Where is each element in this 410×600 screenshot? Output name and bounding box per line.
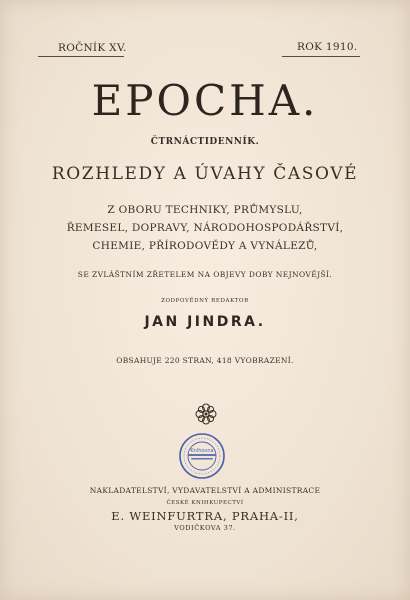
subject-fields-line-3: CHEMIE, PŘÍRODOVĚDY A VYNÁLEZŮ, xyxy=(92,240,318,252)
publisher-address: VODIČKOVA 37. xyxy=(174,524,236,532)
subject-fields-line-1: Z OBORU TECHNIKY, PRŮMYSLU, xyxy=(107,204,303,216)
library-stamp-icon xyxy=(178,432,226,480)
journal-heading: ROZHLEDY A ÚVAHY ČASOVÉ xyxy=(51,164,359,184)
publisher-name: E. WEINFURTRA, PRAHA-II, xyxy=(111,509,299,523)
subject-fields-line-2: ŘEMESEL, DOPRAVY, NÁRODOHOSPODÁŘSTVÍ, xyxy=(66,222,344,234)
volume-number: ROČNÍK XV. xyxy=(58,42,127,54)
stamp-text: Knihovna xyxy=(190,448,214,454)
editor-name: JAN JINDRA. xyxy=(144,314,266,330)
journal-subtitle: ČTRNÁCTIDENNÍK. xyxy=(150,137,260,147)
publisher-line: NAKLADATELSTVÍ, VYDAVATELSTVÍ A ADMINISTRACE xyxy=(89,486,321,495)
journal-title: EPOCHA. xyxy=(91,76,319,125)
rosette-ornament-icon xyxy=(193,401,219,427)
publication-year: ROK 1910. xyxy=(297,41,358,53)
subject-fields xyxy=(0,201,410,255)
editor-label: ZODPOVĚDNÝ REDAKTOR xyxy=(161,298,249,304)
contents-summary: OBSAHUJE 220 STRAN, 418 VYOBRAZENÍ. xyxy=(116,356,294,365)
printer-name: ČESKÉ KNIHKUPECTVÍ xyxy=(166,500,244,506)
focus-note: SE ZVLÁŠTNÍM ZŘETELEM NA OBJEVY DOBY NEJNOVĚJŠÍ. xyxy=(77,270,333,279)
header-rule-right xyxy=(282,56,360,57)
header-rule-left xyxy=(38,56,124,57)
